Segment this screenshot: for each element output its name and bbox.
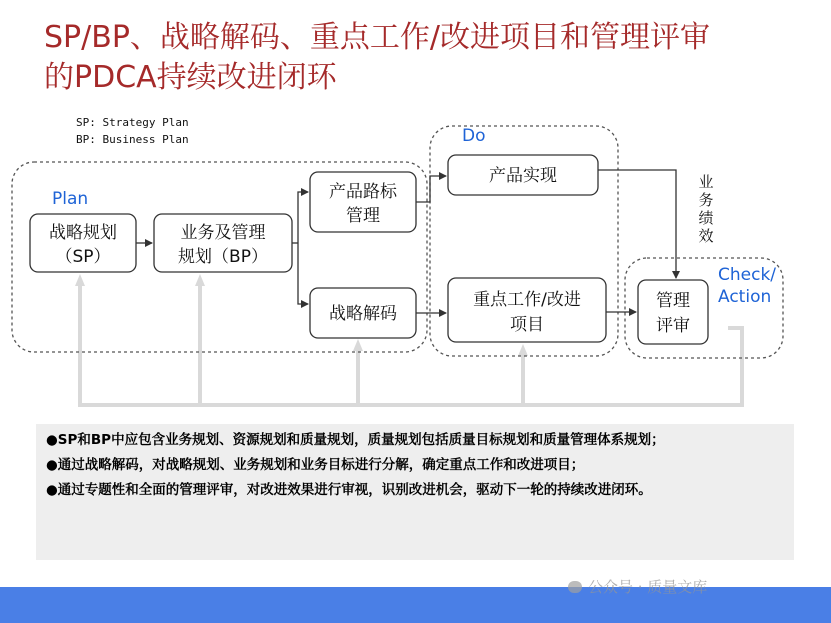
side-label-char-1: 业 xyxy=(698,173,714,191)
strategy-plan-label-2: （SP） xyxy=(55,247,111,267)
note-2: ●通过战略解码，对战略规划、业务规划和业务目标进行分解，确定重点工作和改进项目； xyxy=(46,457,585,473)
management-review-label-2: 评审 xyxy=(656,316,690,336)
side-label-char-3: 绩 xyxy=(698,209,714,227)
product-roadmap-label-1: 产品路标 xyxy=(329,182,397,202)
watermark-text: 公众号 · 质量文库 xyxy=(588,578,708,596)
arrow-bp-to-decoding xyxy=(298,243,308,304)
check-label: Check/ xyxy=(718,265,777,285)
title-line-2: 的PDCA持续改进闭环 xyxy=(44,60,337,95)
plan-label: Plan xyxy=(52,189,89,209)
title-line-1: SP/BP、战略解码、重点工作/改进项目和管理评审 xyxy=(44,20,711,55)
management-review-label-1: 管理 xyxy=(656,291,690,311)
key-work-label-2: 项目 xyxy=(510,315,544,335)
business-plan-label-1: 业务及管理 xyxy=(180,223,266,243)
product-realization-label: 产品实现 xyxy=(489,166,557,186)
notes-panel xyxy=(36,424,794,560)
side-label-char-4: 效 xyxy=(698,227,714,245)
note-3: ●通过专题性和全面的管理评审，对改进效果进行审视，识别改进机会，驱动下一轮的持续改进闭环。 xyxy=(46,482,652,498)
wechat-icon xyxy=(568,581,582,593)
legend-sp: SP: Strategy Plan xyxy=(76,116,189,129)
side-label-char-2: 务 xyxy=(698,191,714,209)
strategy-plan-label-1: 战略规划 xyxy=(49,223,117,243)
arrow-bp-to-roadmap xyxy=(298,192,308,243)
watermark xyxy=(568,576,707,597)
do-label: Do xyxy=(462,126,486,146)
arrow-roadmap-to-realization xyxy=(416,176,446,202)
legend-bp: BP: Business Plan xyxy=(76,133,189,146)
key-work-label-1: 重点工作/改进 xyxy=(473,290,581,310)
strategy-decoding-label: 战略解码 xyxy=(329,304,397,324)
note-1: ●SP和BP中应包含业务规划、资源规划和质量规划，质量规划包括质量目标规划和质量管理体系规划； xyxy=(46,432,665,448)
product-roadmap-label-2: 管理 xyxy=(346,206,380,226)
business-plan-label-2: 规划（BP） xyxy=(178,247,268,267)
arrow-realization-to-review xyxy=(598,170,676,278)
action-label: Action xyxy=(718,287,772,307)
